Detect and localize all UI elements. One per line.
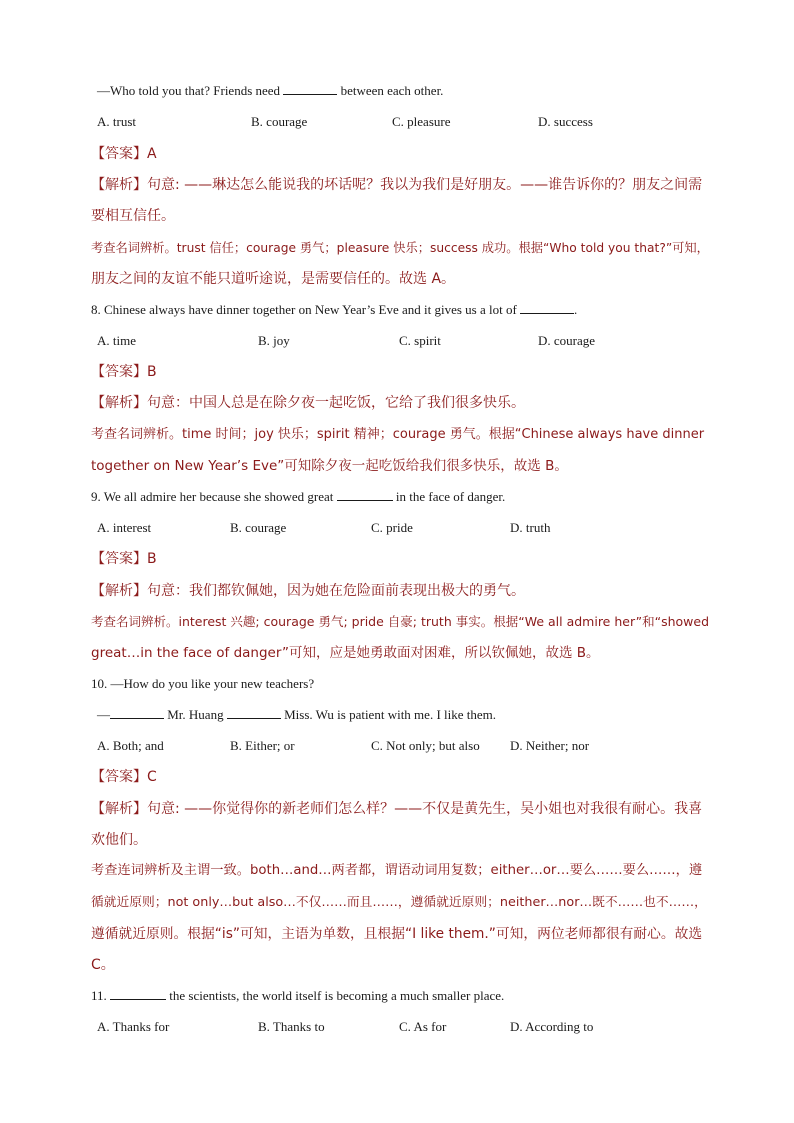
q9-explain-line-1: 考查名词辨析。interest 兴趣; courage 勇气; pride 自豪; truth 事实。根据“We all admire her”和“showed [91, 614, 710, 629]
q10-option-c: C. Not only; but also [371, 738, 480, 753]
q9-option-b: B. courage [230, 520, 287, 535]
q10-stem-line-1: 10. —How do you like your new teachers? [91, 676, 315, 691]
q7-option-a: A. trust [97, 114, 136, 129]
answer-blank [110, 987, 166, 1000]
q8-stem: 8. Chinese always have dinner together on New Year’s Eve and it gives us a lot of . [91, 302, 578, 317]
answer-blank [520, 301, 574, 314]
answer-blank [110, 706, 164, 719]
q9-option-c: C. pride [371, 520, 413, 535]
q8-answer: 【答案】B [91, 364, 157, 380]
q11-stem: 11. the scientists, the world itself is becoming a much smaller place. [91, 988, 505, 1003]
q9-analysis-line-1: 【解析】句意：我们都钦佩她，因为她在危险面前表现出极大的勇气。 [91, 583, 525, 599]
q10-explain-line-1: 考查连词辨析及主谓一致。both…and…两者都，谓语动词用复数；either…or…要么……要么……，遵 [91, 863, 703, 878]
q7-analysis-line-1: 【解析】句意: ——琳达怎么能说我的坏话呢？我以为我们是好朋友。——谁告诉你的？朋友之间需 [91, 177, 703, 193]
q9-option-d: D. truth [510, 520, 551, 535]
q8-explain-line-1: 考查名词辨析。time 时间；joy 快乐；spirit 精神；courage 勇气。根据“Chinese always have dinner [91, 427, 705, 442]
q7-option-b: B. courage [251, 114, 308, 129]
q7-analysis-line-2: 要相互信任。 [91, 208, 175, 224]
q10-stem-line-2: — Mr. Huang Miss. Wu is patient with me. I like them. [97, 707, 497, 722]
q8-option-a: A. time [97, 333, 136, 348]
q10-answer: 【答案】C [91, 769, 157, 785]
q10-option-b: B. Either; or [230, 738, 295, 753]
q11-option-b: B. Thanks to [258, 1019, 325, 1034]
q7-explain-line-1: 考查名词辨析。trust 信任；courage 勇气；pleasure 快乐；success 成功。根据“Who told you that?”可知， [91, 241, 709, 255]
q10-option-a: A. Both; and [97, 738, 164, 753]
q10-explain-line-2: 循就近原则；not only…but also…不仅……而且……，遵循就近原则；neither…nor…既不……也不……， [91, 895, 707, 910]
q10-option-d: D. Neither; nor [510, 738, 590, 753]
q7-answer: 【答案】A [91, 146, 157, 162]
answer-blank [337, 488, 393, 501]
q9-stem: 9. We all admire her because she showed great in the face of danger. [91, 489, 506, 504]
q8-option-d: D. courage [538, 333, 596, 348]
q8-option-c: C. spirit [399, 333, 441, 348]
q10-explain-line-3: 遵循就近原则。根据“is”可知，主语为单数，且根据“I like them.”可知，两位老师都很有耐心。故选 [91, 926, 703, 942]
q10-explain-line-4: C。 [91, 957, 115, 973]
q9-explain-line-2: great…in the face of danger”可知，应是她勇敢面对困难，所以钦佩她，故选 B。 [91, 645, 600, 661]
q7-option-c: C. pleasure [392, 114, 451, 129]
q7-explain-line-2: 朋友之间的友谊不能只道听途说，是需要信任的。故选 A。 [91, 271, 456, 287]
q10-analysis-line-2: 欢他们。 [91, 832, 147, 848]
q11-option-d: D. According to [510, 1019, 594, 1034]
q9-option-a: A. interest [97, 520, 152, 535]
q8-option-b: B. joy [258, 333, 290, 348]
q9-answer: 【答案】B [91, 551, 157, 567]
answer-blank [227, 706, 281, 719]
q7-option-d: D. success [538, 114, 593, 129]
q11-option-c: C. As for [399, 1019, 447, 1034]
q7-stem: —Who told you that? Friends need between each other. [97, 83, 444, 98]
q10-analysis-line-1: 【解析】句意: ——你觉得你的新老师们怎么样？——不仅是黄先生，吴小姐也对我很有耐心。我喜 [91, 801, 703, 817]
q8-analysis-line-1: 【解析】句意：中国人总是在除夕夜一起吃饭，它给了我们很多快乐。 [91, 395, 525, 411]
q11-option-a: A. Thanks for [97, 1019, 170, 1034]
answer-blank [283, 82, 337, 95]
q8-explain-line-2: together on New Year’s Eve”可知除夕夜一起吃饭给我们很多快乐，故选 B。 [91, 458, 568, 474]
